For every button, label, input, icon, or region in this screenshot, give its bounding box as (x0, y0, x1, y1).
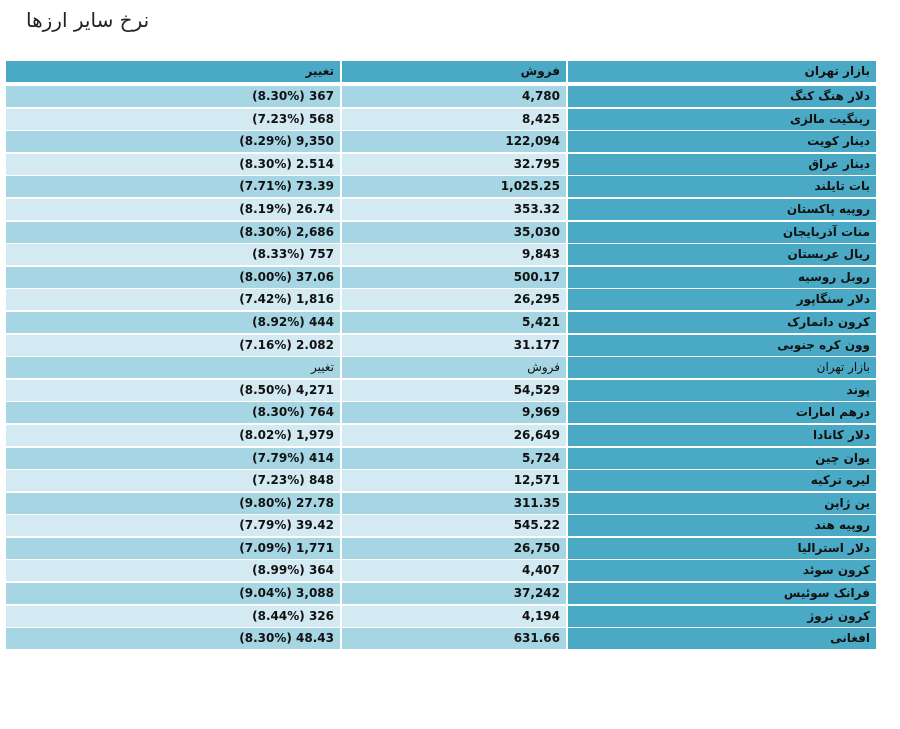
currency-name-cell: لیره ترکیه (568, 470, 876, 491)
sell-cell: 54,529 (342, 380, 566, 401)
change-cell: 27.78 (9.80%) (6, 493, 340, 514)
currency-name-cell: فرانک سوئیس (568, 583, 876, 604)
currency-name-cell: دینار کویت (568, 131, 876, 152)
sell-cell: 8,425 (342, 109, 566, 130)
table-subheader-row (6, 357, 876, 380)
change-cell: 1,816 (7.42%) (6, 289, 340, 310)
currency-name-cell: وون کره جنوبی (568, 335, 876, 356)
currency-name-cell: ریال عربستان (568, 244, 876, 265)
sell-cell: 1,025.25 (342, 176, 566, 197)
sell-cell: 5,724 (342, 448, 566, 469)
table-row (6, 402, 876, 425)
change-cell: 326 (8.44%) (6, 606, 340, 627)
change-cell: 37.06 (8.00%) (6, 267, 340, 288)
change-cell: 414 (7.79%) (6, 448, 340, 469)
table-row (6, 267, 876, 290)
sell-cell: 26,750 (342, 538, 566, 559)
change-cell: 48.43 (8.30%) (6, 628, 340, 649)
change-cell: 4,271 (8.50%) (6, 380, 340, 401)
change-cell: 3,088 (9.04%) (6, 583, 340, 604)
table-row (6, 335, 876, 358)
currency-name-cell: بات تایلند (568, 176, 876, 197)
sell-cell: 631.66 (342, 628, 566, 649)
table-row (6, 628, 876, 651)
change-cell: 764 (8.30%) (6, 402, 340, 423)
sell-cell: 4,194 (342, 606, 566, 627)
table-row (6, 538, 876, 561)
change-cell: 2.082 (7.16%) (6, 335, 340, 356)
currency-name-cell: بازار تهران (568, 357, 876, 378)
header-change: تغییر (6, 61, 340, 82)
table-row (6, 222, 876, 245)
change-cell: 848 (7.23%) (6, 470, 340, 491)
currency-name-cell: دینار عراق (568, 154, 876, 175)
change-cell: 2.514 (8.30%) (6, 154, 340, 175)
sell-cell: 545.22 (342, 515, 566, 536)
header-sell: فروش (342, 61, 566, 82)
currency-name-cell: دلار استرالیا (568, 538, 876, 559)
currency-name-cell: یوان چین (568, 448, 876, 469)
table-row (6, 606, 876, 629)
currency-name-cell: ین ژاپن (568, 493, 876, 514)
table-row (6, 448, 876, 471)
change-cell: 1,979 (8.02%) (6, 425, 340, 446)
header-market: بازار تهران (568, 61, 876, 82)
change-cell: 39.42 (7.79%) (6, 515, 340, 536)
change-cell: 26.74 (8.19%) (6, 199, 340, 220)
sell-cell: 122,094 (342, 131, 566, 152)
currency-name-cell: دلار کانادا (568, 425, 876, 446)
sell-cell: 31.177 (342, 335, 566, 356)
table-header-row (6, 61, 876, 83)
sell-cell: 9,969 (342, 402, 566, 423)
change-cell: 444 (8.92%) (6, 312, 340, 333)
currency-name-cell: منات آذربایجان (568, 222, 876, 243)
sell-cell: 311.35 (342, 493, 566, 514)
currency-name-cell: درهم امارات (568, 402, 876, 423)
sell-cell: 9,843 (342, 244, 566, 265)
currency-name-cell: افغانی (568, 628, 876, 649)
sell-cell: 5,421 (342, 312, 566, 333)
page-title: نرخ سایر ارزها (26, 8, 150, 32)
table-row (6, 515, 876, 538)
sell-cell: 353.32 (342, 199, 566, 220)
change-cell: 757 (8.33%) (6, 244, 340, 265)
sell-cell: 32.795 (342, 154, 566, 175)
sell-cell: 37,242 (342, 583, 566, 604)
table-row (6, 199, 876, 222)
table-row (6, 176, 876, 199)
currency-name-cell: روپیه پاکستان (568, 199, 876, 220)
table-row (6, 244, 876, 267)
sell-cell: 35,030 (342, 222, 566, 243)
table-row (6, 493, 876, 516)
table-row (6, 154, 876, 177)
change-cell: 73.39 (7.71%) (6, 176, 340, 197)
sell-cell: 4,780 (342, 86, 566, 107)
sell-cell: 26,295 (342, 289, 566, 310)
change-cell: 9,350 (8.29%) (6, 131, 340, 152)
table-row (6, 289, 876, 312)
table-row (6, 86, 876, 109)
currency-name-cell: دلار هنگ کنگ (568, 86, 876, 107)
table-row (6, 109, 876, 132)
currency-name-cell: روبل روسیه (568, 267, 876, 288)
table-row (6, 380, 876, 403)
table-row (6, 312, 876, 335)
change-cell: 364 (8.99%) (6, 560, 340, 581)
currency-name-cell: دلار سنگاپور (568, 289, 876, 310)
change-cell: 1,771 (7.09%) (6, 538, 340, 559)
change-cell: تغییر (6, 357, 340, 378)
currency-name-cell: کرون سوئد (568, 560, 876, 581)
sell-cell: فروش (342, 357, 566, 378)
sell-cell: 500.17 (342, 267, 566, 288)
change-cell: 568 (7.23%) (6, 109, 340, 130)
sell-cell: 4,407 (342, 560, 566, 581)
table-row (6, 425, 876, 448)
table-row (6, 560, 876, 583)
currency-table (6, 61, 876, 651)
table-row (6, 583, 876, 606)
currency-name-cell: رینگیت مالزی (568, 109, 876, 130)
table-row (6, 470, 876, 493)
currency-name-cell: روپیه هند (568, 515, 876, 536)
currency-name-cell: پوند (568, 380, 876, 401)
currency-name-cell: کرون دانمارک (568, 312, 876, 333)
table-row (6, 131, 876, 154)
currency-name-cell: کرون نروژ (568, 606, 876, 627)
sell-cell: 26,649 (342, 425, 566, 446)
sell-cell: 12,571 (342, 470, 566, 491)
change-cell: 367 (8.30%) (6, 86, 340, 107)
change-cell: 2,686 (8.30%) (6, 222, 340, 243)
